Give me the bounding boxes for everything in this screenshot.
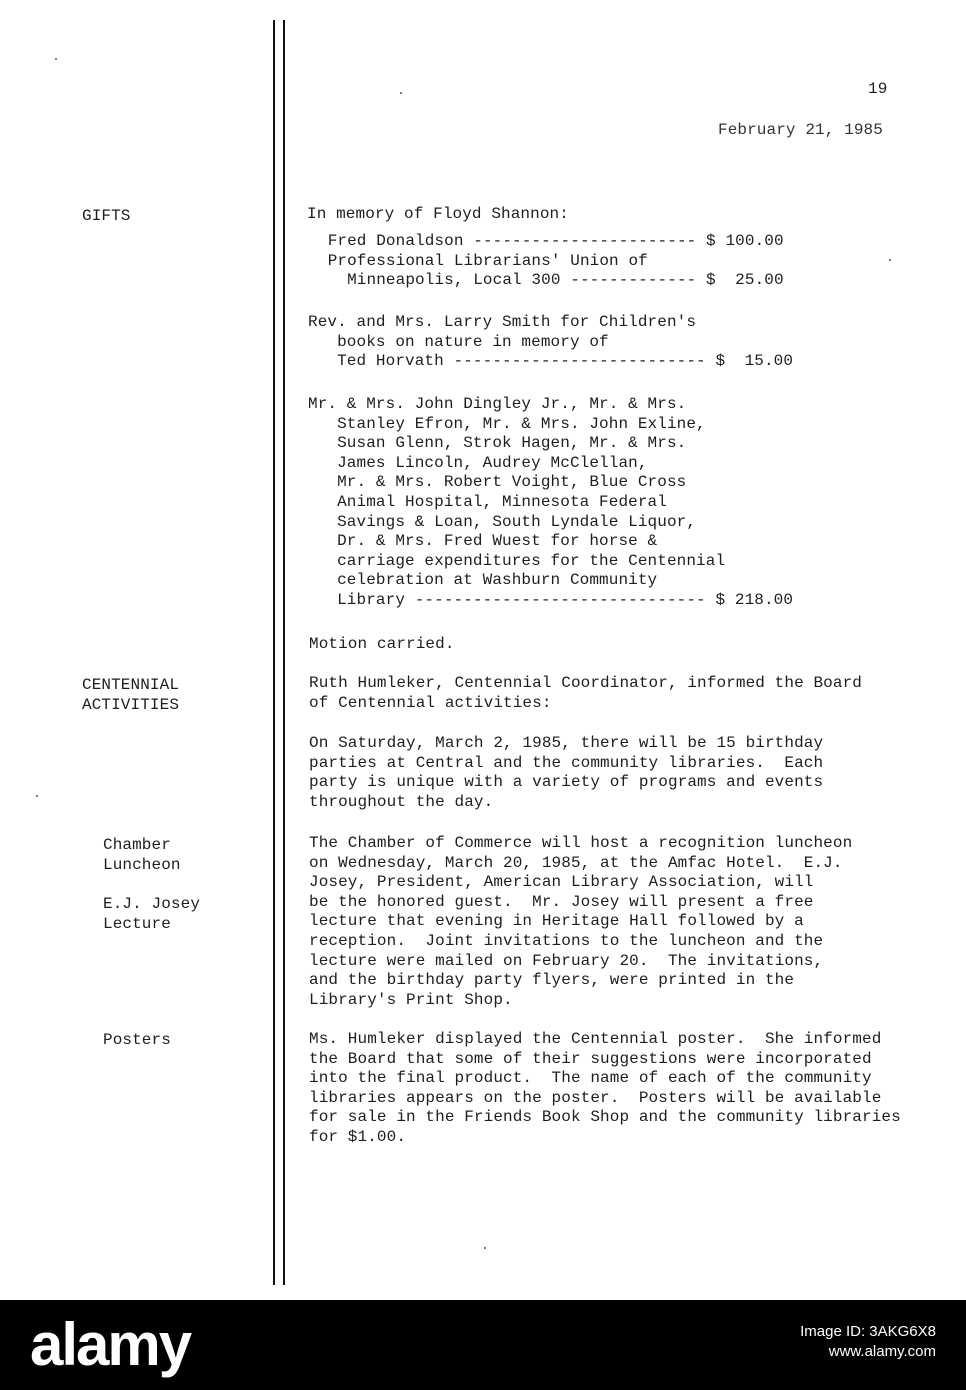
alamy-logo: alamy bbox=[30, 1311, 191, 1378]
gifts-intro: In memory of Floyd Shannon: bbox=[307, 205, 569, 223]
centennial-intro: Ruth Humleker, Centennial Coordinator, informed the Board of Centennial activities: bbox=[309, 674, 862, 712]
scan-speck bbox=[484, 1247, 486, 1249]
centennial-birthday-parties: On Saturday, March 2, 1985, there will be 15 birthday parties at Central and the community libraries. Each party is unique with a variety of programs and events throughout the day. bbox=[309, 734, 824, 811]
stock-info bbox=[800, 1322, 936, 1362]
centennial-posters: Ms. Humleker displayed the Centennial poster. She informed the Board that some of their suggestions were incorporated into the final product. The name of each of the community libraries appears on the poster. Posters will be available for sale in the Friends Book Shop and the community libraries for $1.00. bbox=[309, 1030, 901, 1146]
scan-speck bbox=[400, 92, 402, 94]
motion-carried: Motion carried. bbox=[309, 635, 455, 653]
gift-group-dingley: Mr. & Mrs. John Dingley Jr., Mr. & Mrs. Stanley Efron, Mr. & Mrs. John Exline, Susan Glenn, Strok Hagen, Mr. & Mrs. James Lincoln, Audrey McClellan, Mr. & Mrs. Robert Voight, Blue Cross Animal Hospital, Minnesota Federal Savings & Loan, South Lyndale Liquor, Dr. & Mrs. Fred Wuest for horse & carriage expenditures for the Centennial celebration at Washburn Community Library ------------------------------ $ 218.00 bbox=[308, 395, 794, 609]
scan-speck bbox=[55, 58, 57, 60]
stock-url: www.alamy.com bbox=[828, 1343, 936, 1360]
scan-speck bbox=[889, 259, 891, 261]
heading-josey-lecture: E.J. Josey Lecture bbox=[103, 895, 201, 933]
page-number: 19 bbox=[868, 80, 888, 98]
margin-rule-left bbox=[273, 20, 275, 1285]
margin-rule-right bbox=[283, 20, 285, 1285]
heading-chamber-luncheon: Chamber Luncheon bbox=[103, 836, 181, 874]
stock-watermark-bar bbox=[0, 1300, 966, 1390]
heading-gifts: GIFTS bbox=[82, 207, 131, 225]
heading-centennial-activities: CENTENNIAL ACTIVITIES bbox=[82, 676, 180, 714]
heading-posters: Posters bbox=[103, 1031, 171, 1049]
centennial-luncheon-lecture: The Chamber of Commerce will host a recognition luncheon on Wednesday, March 20, 1985, at the Amfac Hotel. E.J. Josey, President, American Library Association, will be the honored guest. Mr. Josey will present a free lecture that evening in Heritage Hall followed by a reception. Joint invitations to the luncheon and the lecture were mailed on February 20. The invitations, and the birthday party flyers, were printed in the Library's Print Shop. bbox=[309, 834, 853, 1009]
gift-group-shannon: Fred Donaldson ----------------------- $ 100.00 Professional Librarians' Union of Minneapolis, Local 300 ------------- $ 25.00 bbox=[327, 232, 784, 290]
page-date: February 21, 1985 bbox=[718, 121, 883, 139]
scan-speck bbox=[36, 795, 38, 797]
gift-group-smith: Rev. and Mrs. Larry Smith for Children's books on nature in memory of Ted Horvath -------------------------- $ 15.00 bbox=[308, 313, 794, 371]
stock-image-id: Image ID: 3AKG6X8 bbox=[800, 1323, 936, 1340]
